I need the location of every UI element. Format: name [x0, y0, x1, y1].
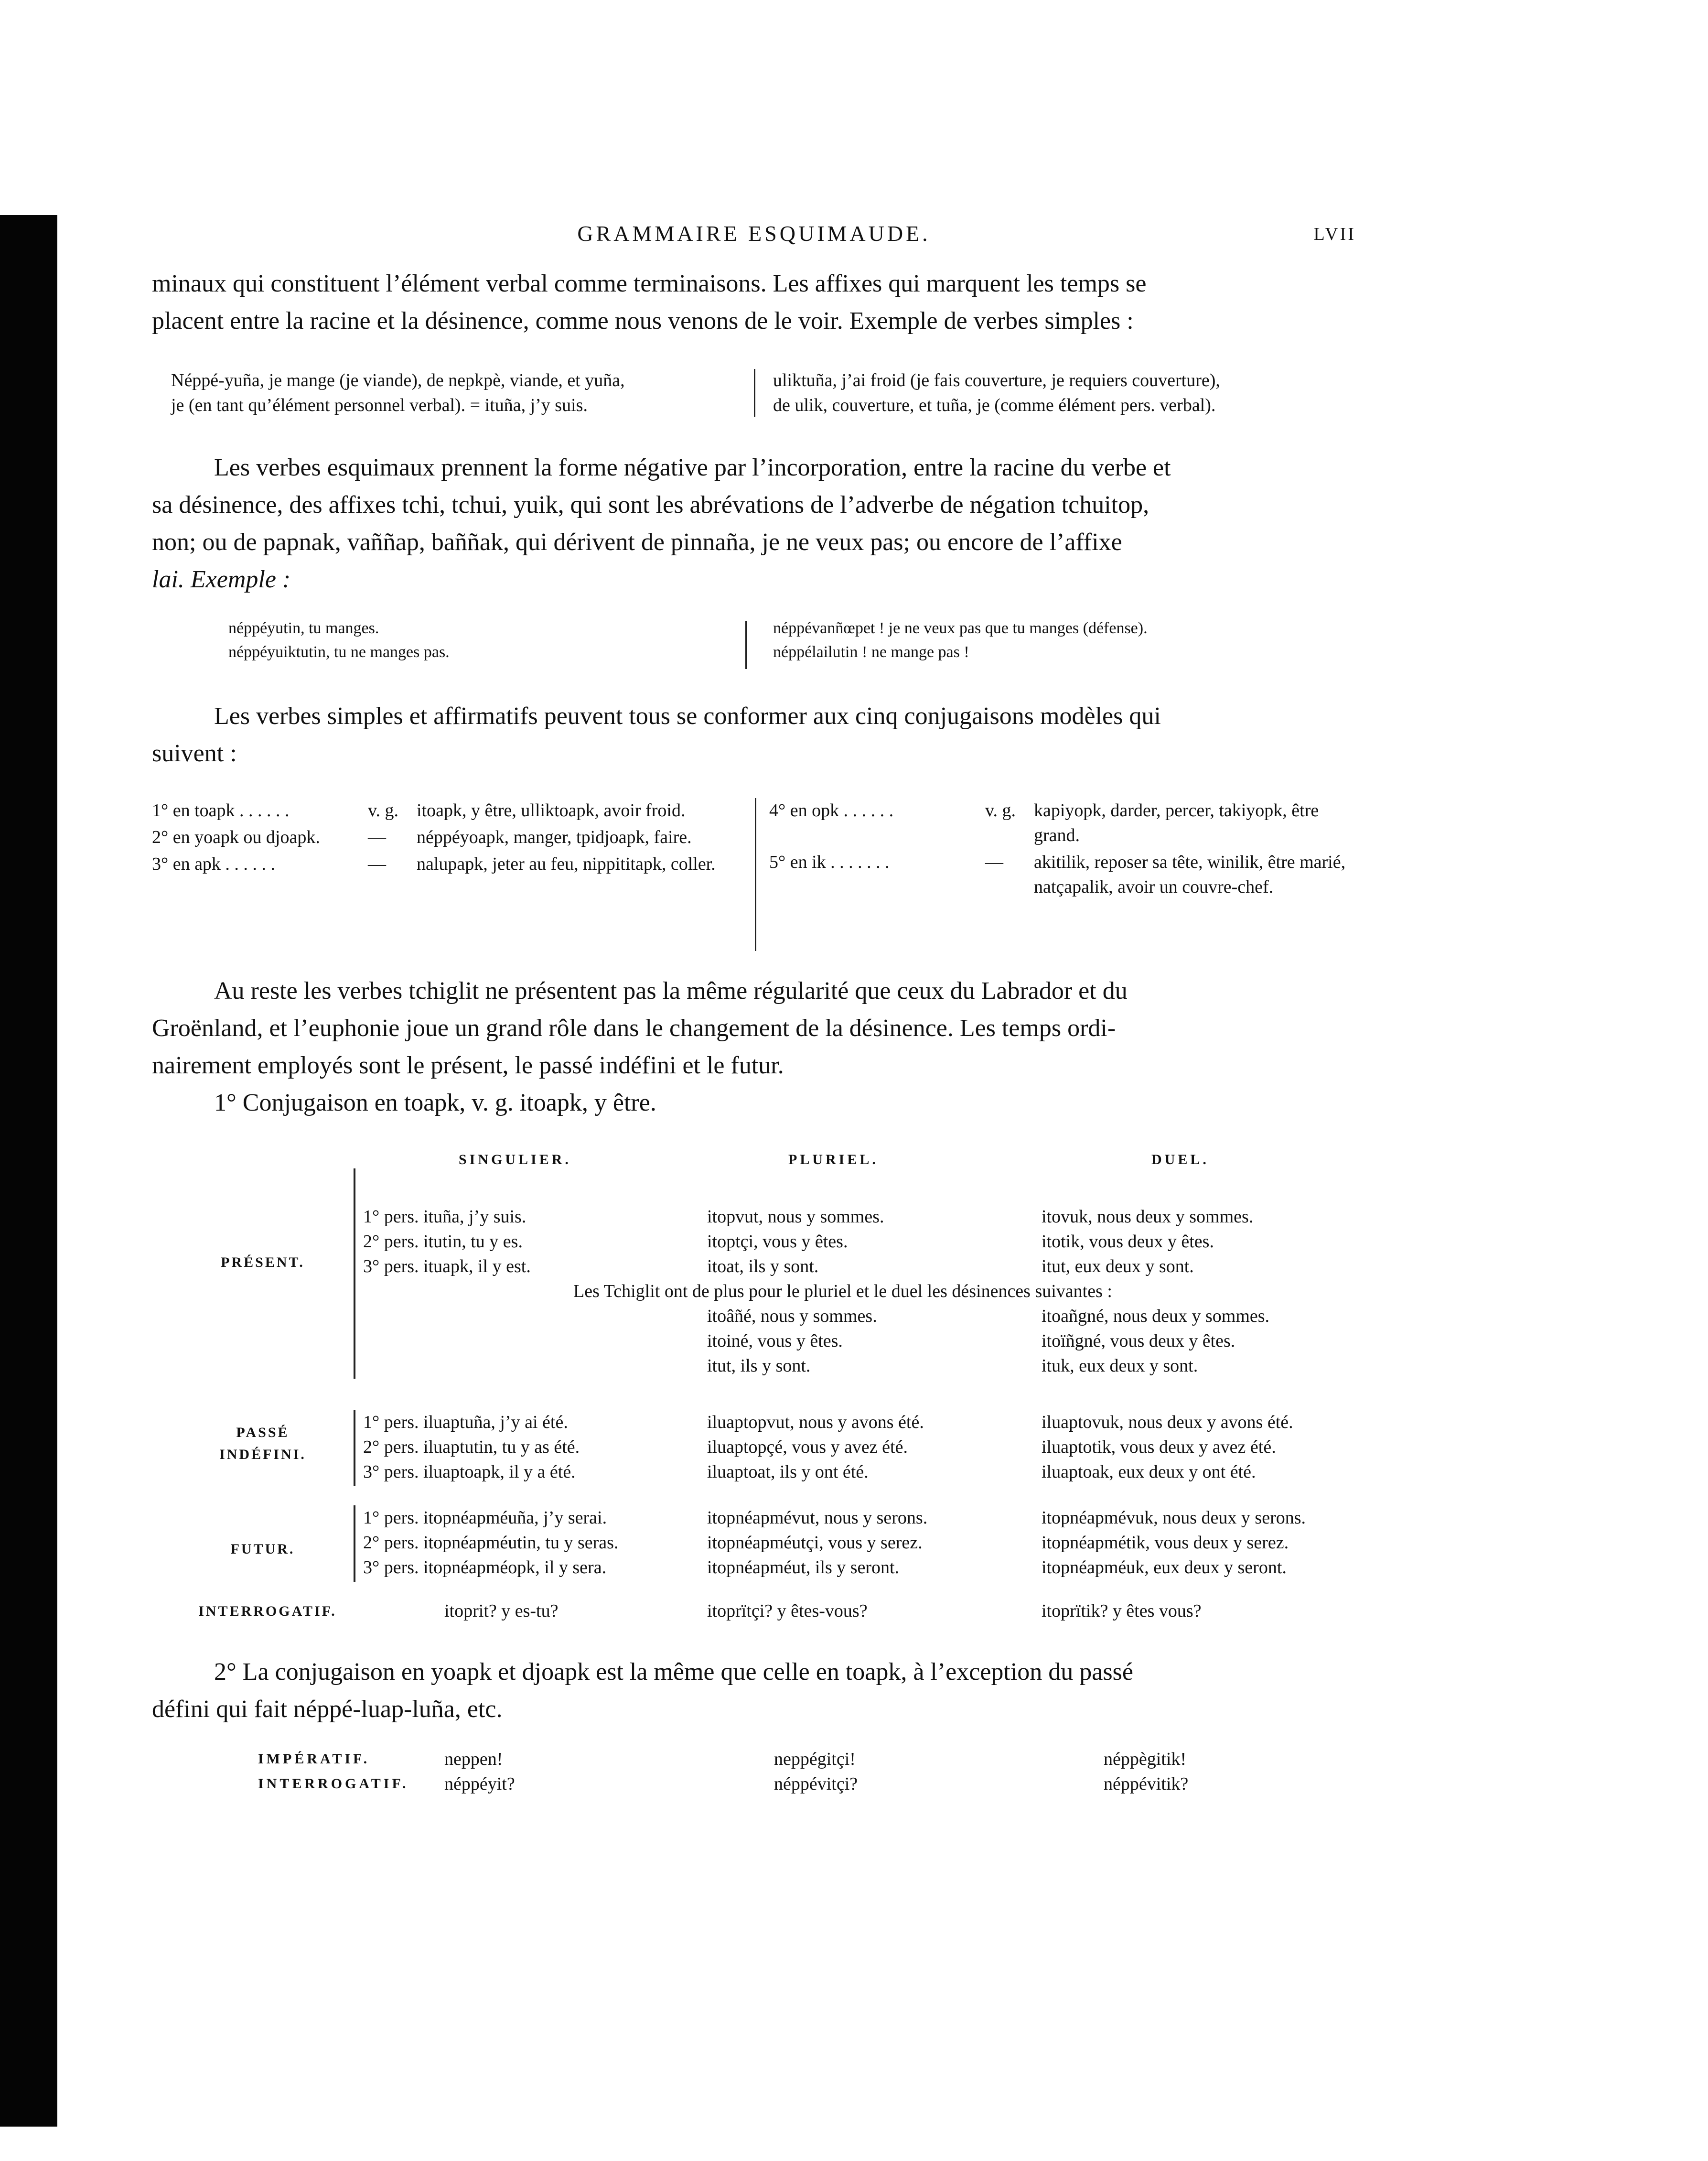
text-line: nairement employés sont le présent, le passé indéfini et le futur. [152, 1052, 784, 1079]
label-interrogatif: INTERROGATIF. [258, 1776, 409, 1792]
cell: itoat, ils y sont. [707, 1256, 819, 1276]
cell: néppègitik! [1104, 1749, 1187, 1769]
cell: iluaptopvut, nous y avons été. [707, 1412, 924, 1432]
text-line: néppévanñœpet ! je ne veux pas que tu manges (défense). [773, 619, 1148, 637]
label-line: INDÉFINI. [219, 1447, 306, 1462]
cell: 3° pers. ituapk, il y est. [363, 1256, 531, 1276]
conj-number: 2° en yoapk ou djoapk. [152, 827, 320, 847]
cell: 3° pers. iluaptoapk, il y a été. [363, 1462, 576, 1482]
example-right [754, 368, 1356, 418]
paragraph-1 [152, 265, 1356, 340]
text-line: uliktuña, j’ai froid (je fais couverture, je requiers couverture), [773, 370, 1220, 390]
paragraph-5 [152, 1653, 1356, 1728]
conj-vg: v. g. [368, 800, 399, 821]
cell: 3° pers. itopnéapméopk, il y sera. [363, 1557, 607, 1578]
example-block-2 [152, 616, 1356, 664]
text-line: je (en tant qu’élément personnel verbal). = ituña, j’y suis. [171, 395, 588, 415]
cell: 2° pers. iluaptutin, tu y as été. [363, 1437, 580, 1457]
conj-example: akitilik, reposer sa tête, winilik, être marié, natçapalik, avoir un couvre-chef. [1034, 852, 1346, 897]
cell: itopnéapméutçi, vous y serez. [707, 1533, 923, 1553]
table-row [363, 1410, 1366, 1435]
table-row [363, 1329, 1366, 1353]
passe-bracket [354, 1410, 355, 1486]
text-line: Au reste les verbes tchiglit ne présentent pas la même régularité que ceux du Labrador et du [214, 977, 1128, 1005]
cell: itoptçi, vous y êtes. [707, 1232, 848, 1252]
passe-block [363, 1410, 1366, 1484]
text-line: de ulik, couverture, et tuña, je (comme élément pers. verbal). [773, 395, 1216, 415]
label-passe-indefini [182, 1422, 344, 1466]
col-header-singulier: SINGULIER. [459, 1152, 571, 1167]
text-line: néppéyutin, tu manges. [228, 619, 379, 637]
conj-example: itoapk, y être, ulliktoapk, avoir froid. [417, 800, 686, 821]
col-header-duel: DUEL. [1151, 1152, 1209, 1167]
cell: néppévitçi? [774, 1774, 858, 1794]
conj-vg: — [368, 827, 386, 847]
column-divider [745, 621, 747, 669]
futur-bracket [354, 1505, 355, 1582]
example-right [754, 616, 1356, 664]
cell: iluaptovuk, nous deux y avons été. [1042, 1412, 1293, 1432]
conj-vg: v. g. [985, 800, 1016, 821]
table-row [363, 1505, 1366, 1530]
table-row [258, 1772, 1357, 1796]
column-divider [755, 798, 756, 951]
text-line: suivent : [152, 740, 237, 767]
label-present: PRÉSENT. [221, 1254, 305, 1270]
scan-edge-bar [0, 215, 57, 2127]
conjugation-list-left [152, 798, 744, 876]
text-line: placent entre la racine et la désinence, comme nous venons de le voir. Exemple de verbes simples : [152, 307, 1134, 335]
cell: 2° pers. itutin, tu y es. [363, 1232, 523, 1252]
col-header-pluriel: PLURIEL. [788, 1152, 879, 1167]
table-row [258, 1747, 1357, 1772]
running-title: GRAMMAIRE ESQUIMAUDE. [577, 221, 931, 246]
table-row [363, 1254, 1366, 1279]
cell: itovuk, nous deux y sommes. [1042, 1207, 1254, 1227]
cell: 1° pers. itopnéapméuña, j’y serai. [363, 1508, 607, 1528]
cell: itut, eux deux y sont. [1042, 1256, 1194, 1276]
conj-number: 4° en opk . . . . . . [769, 800, 894, 821]
conj-example: néppéyoapk, manger, tpidjoapk, faire. [417, 827, 692, 847]
cell: itoiné, vous y êtes. [707, 1331, 843, 1351]
label-interrogatif: INTERROGATIF. [198, 1603, 337, 1619]
cell: 1° pers. iluaptuña, j’y ai été. [363, 1412, 568, 1432]
imperatif-block [258, 1747, 1357, 1796]
cell: néppévitik? [1104, 1774, 1189, 1794]
cell: néppéyit? [444, 1774, 515, 1794]
cell: itopvut, nous y sommes. [707, 1207, 884, 1227]
example-left [152, 616, 754, 664]
interrogatif-block [363, 1599, 1366, 1623]
conj-example: nalupapk, jeter au feu, nippititapk, coller. [417, 854, 716, 874]
cell: iluaptoat, ils y ont été. [707, 1462, 869, 1482]
futur-block [363, 1505, 1366, 1580]
page-number: LVII [1313, 224, 1356, 244]
table-row [363, 1304, 1366, 1329]
cell: itotik, vous deux y êtes. [1042, 1232, 1214, 1252]
cell: itoïñgné, vous deux y êtes. [1042, 1331, 1235, 1351]
present-block [363, 1204, 1366, 1378]
conj-example: kapiyopk, darder, percer, takiyopk, être grand. [1034, 800, 1319, 845]
cell: 2° pers. itopnéapméutin, tu y seras. [363, 1533, 619, 1553]
cell: itoprïtik? y êtes vous? [1042, 1601, 1202, 1621]
cell: neppen! [444, 1749, 503, 1769]
text-line: 2° La conjugaison en yoapk et djoapk est la même que celle en toapk, à l’exception du passé [214, 1658, 1133, 1686]
cell: itut, ils y sont. [707, 1356, 811, 1376]
table-row [363, 1459, 1366, 1484]
cell: itoâñé, nous y sommes. [707, 1306, 877, 1326]
text-line: lai. Exemple : [152, 566, 291, 593]
cell: itopnéapmévuk, nous deux y serons. [1042, 1508, 1306, 1528]
text-line: Néppé-yuña, je mange (je viande), de nepkpè, viande, et yuña, [171, 370, 625, 390]
text-line: non; ou de papnak, vaññap, baññak, qui dérivent de pinnaña, je ne veux pas; ou encore de l’affixe [152, 529, 1122, 556]
conj-number: 1° en toapk . . . . . . [152, 800, 290, 821]
cell: itopnéapméut, ils y seront. [707, 1557, 900, 1578]
conj-number: 3° en apk . . . . . . [152, 854, 275, 874]
cell: iluaptoak, eux deux y ont été. [1042, 1462, 1256, 1482]
paragraph-2 [152, 449, 1356, 598]
page-header [152, 221, 1356, 254]
table-column-headers [363, 1152, 1366, 1168]
label-futur: FUTUR. [230, 1541, 295, 1557]
cell: itoañgné, nous deux y sommes. [1042, 1306, 1270, 1326]
paragraph-3 [152, 698, 1356, 772]
table-row [363, 1599, 1366, 1623]
cell: itopnéapmétik, vous deux y serez. [1042, 1533, 1289, 1553]
example-left [152, 368, 754, 418]
table-row [363, 1555, 1366, 1580]
label-line: PASSÉ [236, 1425, 290, 1440]
label-imperatif: IMPÉRATIF. [258, 1751, 370, 1767]
cell: iluaptopçé, vous y avez été. [707, 1437, 908, 1457]
text-line: minaux qui constituent l’élément verbal comme terminaisons. Les affixes qui marquent les temps se [152, 270, 1147, 297]
tchiglit-note: Les Tchiglit ont de plus pour le pluriel et le duel les désinences suivantes : [573, 1281, 1112, 1301]
text-line: Groënland, et l’euphonie joue un grand rôle dans le changement de la désinence. Les temps ordi- [152, 1015, 1116, 1042]
table-row [363, 1229, 1366, 1254]
table-row [363, 1353, 1366, 1378]
cell: neppégitçi! [774, 1749, 856, 1769]
cell: ituk, eux deux y sont. [1042, 1356, 1198, 1376]
text-line: Les verbes esquimaux prennent la forme négative par l’incorporation, entre la racine du verbe et [214, 454, 1171, 481]
cell: itoprit? y es-tu? [444, 1601, 559, 1621]
text-line: sa désinence, des affixes tchi, tchui, yuik, qui sont les abrévations de l’adverbe de négation tchuitop, [152, 491, 1149, 519]
table-row [363, 1530, 1366, 1555]
text-line: défini qui fait néppé-luap-luña, etc. [152, 1696, 503, 1723]
conjugation-list-right [769, 798, 1357, 899]
paragraph-4 [152, 972, 1356, 1122]
present-bracket [354, 1168, 355, 1379]
cell: 1° pers. ituña, j’y suis. [363, 1207, 526, 1227]
cell: itopnéapmévut, nous y serons. [707, 1508, 928, 1528]
table-row [363, 1204, 1366, 1229]
text-line: néppéyuiktutin, tu ne manges pas. [228, 643, 450, 661]
text-line: 1° Conjugaison en toapk, v. g. itoapk, y être. [214, 1089, 656, 1116]
cell: iluaptotik, vous deux y avez été. [1042, 1437, 1276, 1457]
column-divider [754, 369, 755, 417]
table-row [363, 1435, 1366, 1459]
conj-vg: — [368, 854, 386, 874]
conj-number: 5° en ik . . . . . . . [769, 852, 890, 872]
text-line: néppélailutin ! ne mange pas ! [773, 643, 969, 661]
conj-vg: — [985, 852, 1003, 872]
cell: itopnéapméuk, eux deux y seront. [1042, 1557, 1287, 1578]
cell: itoprïtçi? y êtes-vous? [707, 1601, 868, 1621]
text-line: Les verbes simples et affirmatifs peuvent tous se conformer aux cinq conjugaisons modèles qui [214, 702, 1161, 730]
